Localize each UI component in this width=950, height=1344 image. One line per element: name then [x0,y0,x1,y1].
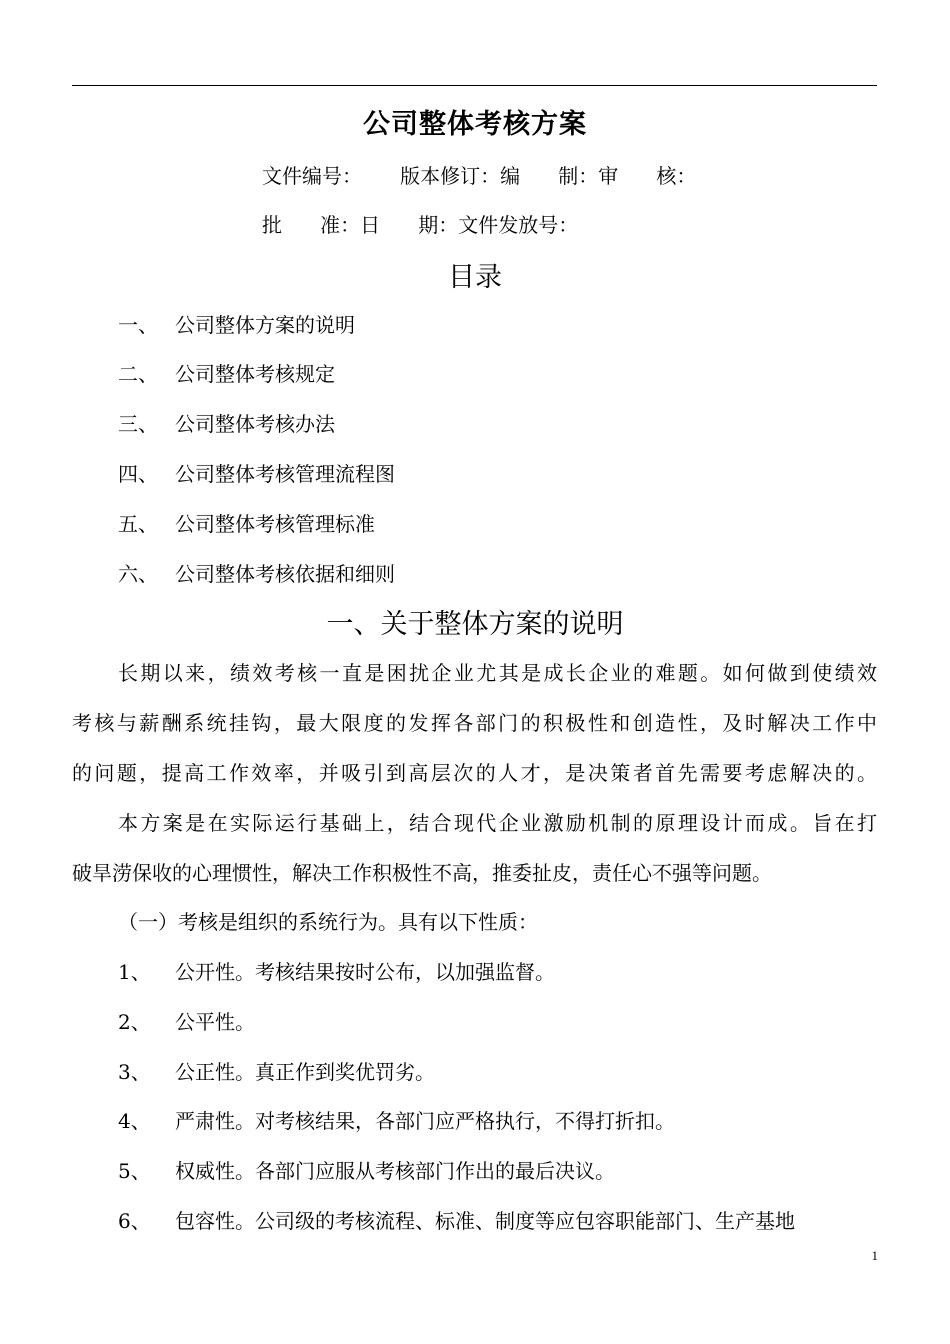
toc-item-number: 三、 [118,412,158,436]
paragraph-line: 破旱涝保收的心理惯性，解决工作积极性不高，推委扯皮，责任心不强等问题。 [72,861,772,885]
section-title: 一、关于整体方案的说明 [326,609,624,640]
list-item-number: 6、 [118,1209,151,1233]
subheading: （一）考核是组织的系统行为。具有以下性质： [118,910,538,934]
document-meta-line-1: 文件编号： 版本修订：编 制：审 核： [262,164,697,188]
list-item-text: 严肃性。对考核结果，各部门应严格执行，不得打折扣。 [175,1109,675,1133]
list-item-number: 1、 [118,960,151,984]
toc-item-label: 公司整体考核依据和细则 [175,562,395,586]
page-number: 1 [871,1248,878,1263]
list-item-text: 公开性。考核结果按时公布，以加强监督。 [175,960,555,984]
toc-item-label: 公司整体考核管理流程图 [175,462,395,486]
toc-item [118,309,355,338]
document-title: 公司整体考核方案 [363,109,587,140]
paragraph-line: 长期以来，绩效考核一直是困扰企业尤其是成长企业的难题。如何做到使绩效 [118,661,877,685]
header-rule [72,85,877,86]
toc-title: 目录 [448,262,502,293]
toc-item [118,408,335,437]
document-meta-line-2: 批 准：日 期：文件发放号： [262,213,579,237]
toc-item-number: 六、 [118,562,158,586]
toc-item-number: 二、 [118,362,158,386]
list-item-number: 3、 [118,1060,151,1084]
toc-item [118,458,395,487]
list-item-text: 包容性。公司级的考核流程、标准、制度等应包容职能部门、生产基地 [175,1209,795,1233]
toc-item-number: 五、 [118,512,158,536]
toc-item [118,558,395,587]
toc-item-label: 公司整体考核规定 [175,362,335,386]
list-item-number: 5、 [118,1159,151,1183]
list-item [118,1006,255,1035]
list-item-number: 2、 [118,1010,151,1034]
toc-item-label: 公司整体考核办法 [175,412,335,436]
list-item-number: 4、 [118,1109,151,1133]
list-item [118,1155,615,1184]
list-item-text: 权威性。各部门应服从考核部门作出的最后决议。 [175,1159,615,1183]
list-item-text: 公平性。 [175,1010,255,1034]
toc-item-label: 公司整体方案的说明 [175,313,355,337]
toc-item [118,358,335,387]
toc-item-number: 四、 [118,462,158,486]
toc-item-number: 一、 [118,313,158,337]
list-item [118,1056,435,1085]
list-item [118,956,555,985]
toc-item-label: 公司整体考核管理标准 [175,512,375,536]
paragraph-line: 考核与薪酬系统挂钩，最大限度的发挥各部门的积极性和创造性，及时解决工作中 [72,711,877,735]
paragraph-line: 本方案是在实际运行基础上，结合现代企业激励机制的原理设计而成。旨在打 [118,811,877,835]
toc-item [118,508,375,537]
list-item-text: 公正性。真正作到奖优罚劣。 [175,1060,435,1084]
list-item [118,1105,675,1134]
paragraph-line: 的问题，提高工作效率，并吸引到高层次的人才，是决策者首先需要考虑解决的。 [72,761,877,785]
list-item [118,1205,795,1234]
